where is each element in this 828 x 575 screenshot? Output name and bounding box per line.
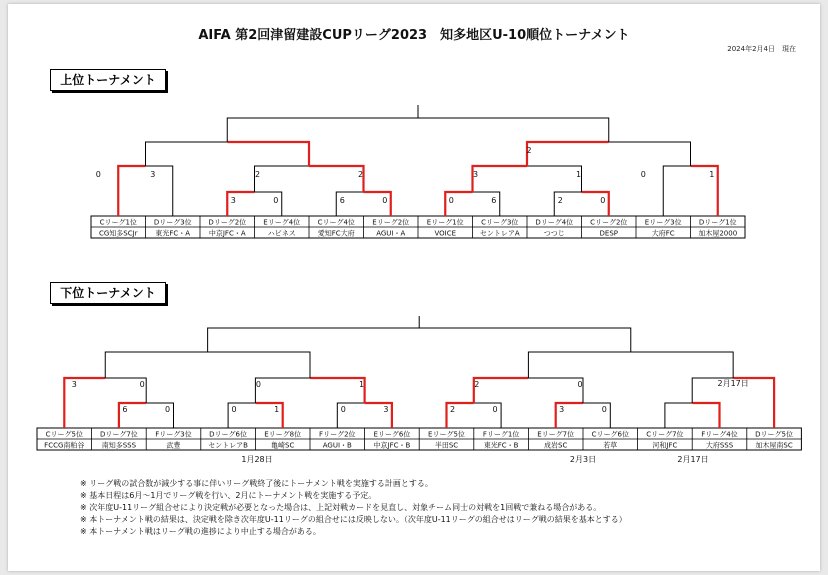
team-rank: Eリーグ8位	[264, 430, 302, 439]
match-date: 2月17日	[717, 379, 749, 388]
team-name: 若草	[603, 441, 618, 450]
bracket-line	[528, 378, 583, 403]
team-rank: Cリーグ5位	[45, 430, 83, 439]
score: 0	[95, 170, 101, 179]
team-name: AGUI・A	[376, 229, 406, 238]
team-name: 東光FC・B	[483, 441, 519, 450]
score: 0	[255, 380, 261, 389]
score: 0	[273, 196, 279, 205]
bracket-line	[310, 378, 365, 403]
team-rank: Dリーグ1位	[698, 218, 737, 227]
team-rank: Eリーグ6位	[373, 430, 411, 439]
bracket-line	[227, 142, 309, 166]
match-date: 2月17日	[677, 455, 709, 464]
match-date: 1月28日	[241, 455, 273, 464]
notes	[80, 478, 627, 538]
team-rank: Cリーグ1位	[99, 218, 137, 227]
team-name: CG知多SCJr	[98, 229, 138, 238]
score: 1	[575, 170, 582, 179]
score: 0	[601, 405, 607, 414]
team-rank: Eリーグ5位	[428, 430, 465, 439]
score: 3	[150, 170, 156, 179]
team-name: 大府SSS	[705, 441, 734, 450]
team-name: VOICE	[434, 229, 457, 238]
team-rank: Eリーグ7位	[537, 430, 575, 439]
team-name: つつじ	[543, 229, 565, 238]
bracket-line	[527, 166, 582, 192]
team-name: AGUI・B	[322, 441, 352, 450]
score: 6	[122, 405, 128, 414]
score: 0	[600, 196, 606, 205]
team-name: 河和JFC	[652, 441, 678, 450]
score: 2	[357, 170, 364, 179]
note-line: ※ リーグ戦の試合数が減少する事に伴いリーグ戦終了後にトーナメント戦を実施する計画とする。	[80, 479, 433, 488]
note-line: ※ 基本日程は6月～1月でリーグ戦を行い、2月にトーナメント戦を実施する予定。	[80, 491, 377, 500]
team-name: 愛知FC大府	[317, 229, 355, 238]
score: 6	[491, 196, 497, 205]
score: 2	[474, 380, 480, 389]
score: 0	[231, 405, 237, 414]
bracket-line	[474, 378, 529, 403]
team-rank: Dリーグ6位	[209, 430, 248, 439]
team-rank: Cリーグ3位	[481, 218, 519, 227]
team-name: 加木屋2000	[698, 229, 738, 238]
team-rank: Cリーグ6位	[591, 430, 629, 439]
team-name: 半田SC	[434, 441, 459, 450]
score: 2	[449, 405, 456, 414]
score: 0	[164, 405, 171, 414]
team-name: ハビネス	[267, 229, 296, 238]
score: 1	[359, 380, 365, 389]
score: 2	[557, 196, 563, 205]
score: 2	[254, 170, 261, 179]
note-line: ※ 本トーナメント戦はリーグ戦の進捗により中止する場合がある。	[80, 527, 321, 536]
bracket-line	[255, 378, 310, 403]
team-rank: Cリーグ4位	[317, 218, 355, 227]
team-name: 南知多SSS	[101, 441, 137, 450]
score: 0	[448, 196, 454, 205]
team-name: DESP	[599, 229, 618, 238]
team-rank: Dリーグ2位	[208, 218, 247, 227]
score: 0	[492, 405, 498, 414]
score: 3	[559, 405, 565, 414]
bracket-line	[527, 142, 609, 166]
match-date: 2月3日	[569, 455, 597, 464]
bracket-line	[692, 403, 719, 428]
team-name: 中京JFC・A	[208, 229, 246, 238]
score: 0	[577, 380, 583, 389]
final-line	[227, 118, 609, 142]
team-rank: Cリーグ7位	[646, 430, 684, 439]
score: 3	[71, 380, 77, 389]
bracket-line	[118, 166, 145, 216]
score: 0	[139, 380, 145, 389]
team-name: FCCG南粕谷	[44, 441, 85, 450]
team-rank: Eリーグ1位	[426, 218, 464, 227]
team-rank: Dリーグ3位	[153, 218, 192, 227]
team-name: 中京JFC・B	[373, 441, 411, 450]
score: 3	[383, 405, 389, 414]
score: 0	[640, 170, 646, 179]
bracket-line	[309, 166, 364, 192]
bracket-line	[64, 378, 105, 428]
upper-tournament-heading: 上位トーナメント	[50, 69, 166, 91]
note-line: ※ 次年度U-11リーグ組合せにより決定戦が必要となった場合は、上記対戦カードを見直し、対象チーム同士の対戦を1回戦で兼ねる場合がある。	[80, 503, 602, 512]
team-name: 成岩SC	[544, 441, 568, 450]
team-name: 亀崎SC	[271, 441, 295, 450]
score: 1	[709, 170, 715, 179]
bracket-line	[105, 352, 310, 378]
bracket-line	[473, 166, 528, 192]
team-name: 加木屋南SC	[755, 441, 793, 450]
bracket-line	[665, 403, 692, 428]
lower-tournament-heading: 下位トーナメント	[50, 282, 166, 304]
team-name: 大府FC	[651, 229, 675, 238]
team-rank: Eリーグ2位	[372, 218, 410, 227]
team-rank: Fリーグ1位	[482, 430, 520, 439]
page-title: AIFA 第2回津留建設CUPリーグ2023 知多地区U-10順位トーナメント	[198, 28, 630, 43]
team-rank: Fリーグ3位	[155, 430, 192, 439]
score: 3	[472, 170, 479, 179]
score: 2	[526, 146, 532, 155]
team-rank: Dリーグ7位	[99, 430, 138, 439]
score: 1	[274, 405, 280, 414]
team-name: セントレアA	[479, 229, 520, 238]
team-rank: Fリーグ2位	[319, 430, 356, 439]
bracket-line	[255, 166, 310, 192]
score: 3	[230, 196, 236, 205]
team-rank: Cリーグ2位	[590, 218, 628, 227]
team-rank: Dリーグ4位	[535, 218, 574, 227]
bracket-line	[528, 352, 733, 378]
team-name: セントレアB	[208, 441, 249, 450]
note-line: ※ 本トーナメント戦の結果は、決定戦を除き次年度U-11リーグの組合せには反映しない。（次年度U-11リーグの組合せはリーグ戦の結果を基本とする）	[80, 515, 627, 524]
team-rank: Eリーグ3位	[644, 218, 682, 227]
score: 0	[340, 405, 346, 414]
team-name: 武豊	[166, 441, 181, 450]
score: 6	[339, 196, 345, 205]
team-name: 東光FC・A	[155, 229, 191, 238]
final-line	[208, 328, 631, 352]
bracket-line	[146, 142, 228, 166]
team-rank: Fリーグ4位	[701, 430, 738, 439]
score: 0	[382, 196, 388, 205]
team-rank: Eリーグ4位	[263, 218, 301, 227]
team-rank: Dリーグ5位	[755, 430, 794, 439]
bracket-line	[609, 142, 691, 166]
as-of-date: 2024年2月4日 現在	[727, 45, 796, 53]
bracket-line	[663, 166, 690, 216]
